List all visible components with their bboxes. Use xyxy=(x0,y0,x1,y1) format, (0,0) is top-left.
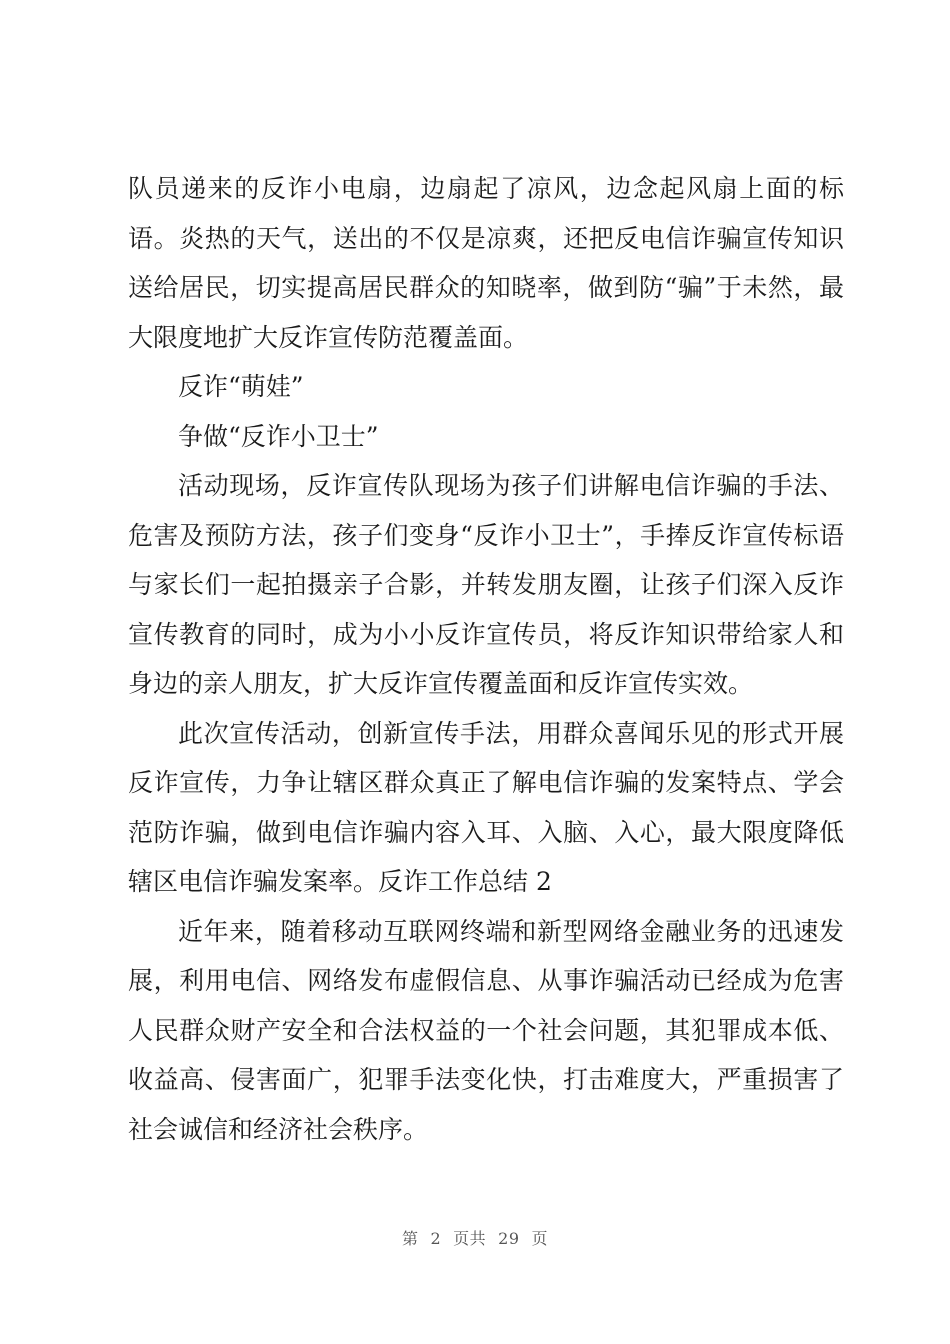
footer-page-number: 2 xyxy=(430,1229,442,1248)
footer-middle: 页共 xyxy=(453,1229,487,1248)
subheading-1: 反诈“萌娃” xyxy=(178,372,304,401)
paragraph-3: 此次宣传活动，创新宣传手法，用群众喜闻乐见的形式开展反诈宣传，力争让辖区群众真正了解电信诈骗的发案特点、学会范防诈骗，做到电信诈骗内容入耳、入脑、入心，最大限度降低辖区电信诈骗发案率。反诈工作总结 2 xyxy=(128,718,844,896)
paragraph-1: 队员递来的反诈小电扇，边扇起了凉风，边念起风扇上面的标语。炎热的天气，送出的不仅是凉爽，还把反电信诈骗宣传知识送给居民，切实提高居民群众的知晓率，做到防“骗”于未然，最大限度地扩大反诈宣传防范覆盖面。 xyxy=(128,174,844,352)
paragraph-4: 近年来，随着移动互联网终端和新型网络金融业务的迅速发展，利用电信、网络发布虚假信息、从事诈骗活动已经成为危害人民群众财产安全和合法权益的一个社会问题，其犯罪成本低、收益高、侵害面广，犯罪手法变化快，打击难度大，严重损害了社会诚信和经济社会秩序。 xyxy=(128,916,844,1144)
footer-total-pages: 29 xyxy=(498,1229,520,1248)
subheading-2: 争做“反诈小卫士” xyxy=(178,421,379,451)
footer-suffix: 页 xyxy=(531,1229,549,1248)
footer-prefix: 第 xyxy=(401,1229,419,1248)
paragraph-2: 活动现场，反诈宣传队现场为孩子们讲解电信诈骗的手法、危害及预防方法，孩子们变身“反诈小卫士”，手捧反诈宣传标语与家长们一起拍摄亲子合影，并转发朋友圈，让孩子们深入反诈宣传教育的同时，成为小小反诈宣传员，将反诈知识带给家人和身边的亲人朋友，扩大反诈宣传覆盖面和反诈宣传实效。 xyxy=(128,471,844,698)
page-footer xyxy=(0,1226,950,1249)
body-text xyxy=(128,164,844,1154)
